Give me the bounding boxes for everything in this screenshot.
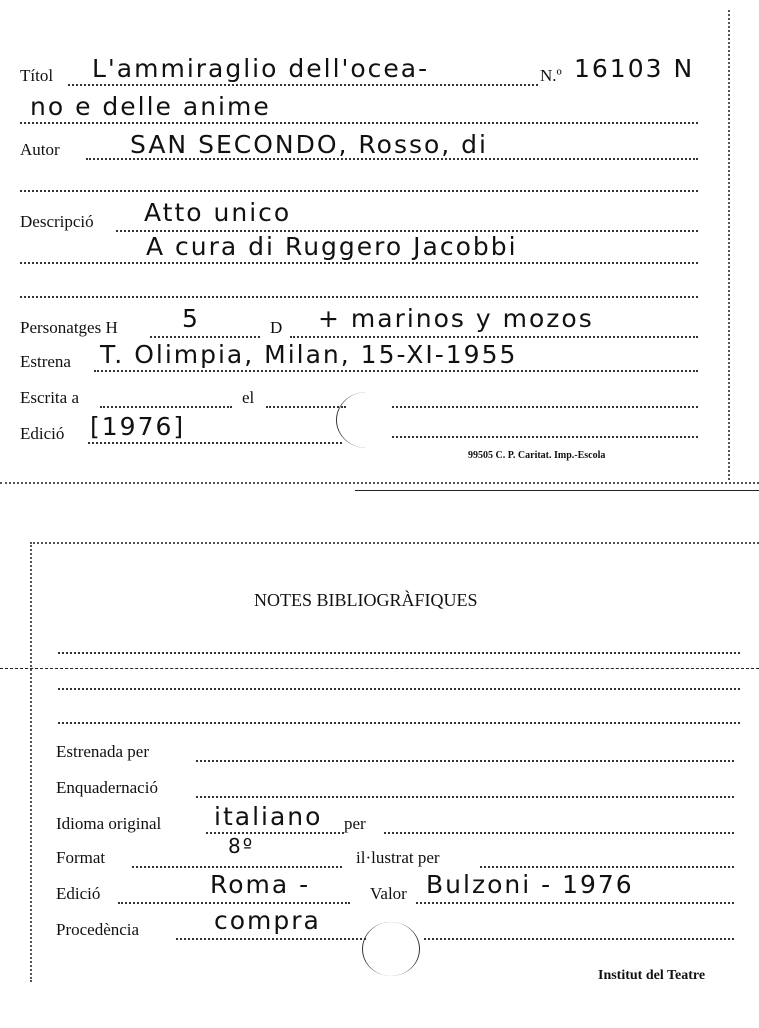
personatges-d-label: D (270, 318, 283, 337)
titol-value: L'ammiraglio dell'ocea- (92, 54, 430, 83)
field-line (88, 442, 342, 444)
field-line (176, 938, 366, 940)
card-edge (728, 10, 730, 480)
field-line (266, 406, 346, 408)
personatges-d-value: + marinos y mozos (318, 304, 594, 333)
field-line (150, 336, 260, 338)
field-line (20, 296, 698, 298)
autor-label: Autor (20, 140, 60, 159)
field-line (20, 190, 698, 192)
illustrat-label: il·lustrat per (356, 848, 440, 867)
personatges-h-value: 5 (182, 304, 200, 333)
edicio-label: Edició (56, 884, 101, 903)
valor-label: Valor (370, 884, 407, 903)
descripcio-value-continued: A cura di Ruggero Jacobbi (146, 232, 518, 261)
printer-line: 99505 C. P. Caritat. Imp.-Escola (468, 450, 606, 461)
procedencia-label: Procedència (56, 920, 140, 939)
card-edge (355, 490, 759, 491)
field-line (132, 866, 342, 868)
format-label: Format (56, 848, 106, 867)
card-heading: NOTES BIBLIOGRÀFIQUES (254, 590, 478, 610)
card-edge (0, 668, 759, 669)
edicio-value: [1976] (90, 412, 186, 441)
idioma-value: italiano (214, 802, 323, 831)
footer-institution: Institut del Teatre (598, 968, 706, 983)
titol-value-continued: no e delle anime (30, 92, 271, 121)
procedencia-value: compra (214, 906, 321, 935)
field-line (20, 262, 698, 264)
numero-label: N.º (540, 66, 562, 85)
field-line (20, 122, 698, 124)
edicio-label: Edició (20, 424, 65, 443)
field-line (290, 336, 698, 338)
edicio-value: Roma - (210, 870, 311, 899)
notes-line (58, 722, 740, 724)
field-line (118, 902, 350, 904)
estrena-label: Estrena (20, 352, 71, 371)
field-line (384, 832, 734, 834)
estrena-value: T. Olimpia, Milan, 15-XI-1955 (100, 340, 518, 369)
field-line (416, 902, 734, 904)
titol-label: Títol (20, 66, 54, 85)
field-line (100, 406, 232, 408)
enquadernacio-label: Enquadernació (56, 778, 158, 797)
el-label: el (242, 388, 255, 407)
descripcio-value: Atto unico (144, 198, 292, 227)
field-line (196, 760, 734, 762)
numero-value: 16103 N (574, 54, 695, 83)
field-line (206, 832, 344, 834)
estrenada-label: Estrenada per (56, 742, 149, 761)
autor-value: SAN SECONDO, Rosso, di (130, 130, 489, 159)
card-edge (30, 542, 32, 982)
personatges-label: Personatges H (20, 318, 118, 337)
field-line (392, 436, 698, 438)
field-line (392, 406, 698, 408)
notes-line (58, 688, 740, 690)
punch-hole (362, 922, 420, 976)
escrita-label: Escrita a (20, 388, 79, 407)
field-line (94, 370, 698, 372)
valor-value: Bulzoni - 1976 (426, 870, 634, 899)
descripcio-label: Descripció (20, 212, 94, 231)
per-label: per (344, 814, 366, 833)
field-line (424, 938, 734, 940)
punch-hole (336, 392, 397, 448)
idioma-label: Idioma original (56, 814, 162, 833)
card-edge (30, 542, 759, 544)
card-edge (0, 482, 759, 484)
field-line (68, 84, 538, 86)
field-line (196, 796, 734, 798)
format-value: 8º (228, 834, 255, 858)
notes-line (58, 652, 740, 654)
field-line (480, 866, 734, 868)
